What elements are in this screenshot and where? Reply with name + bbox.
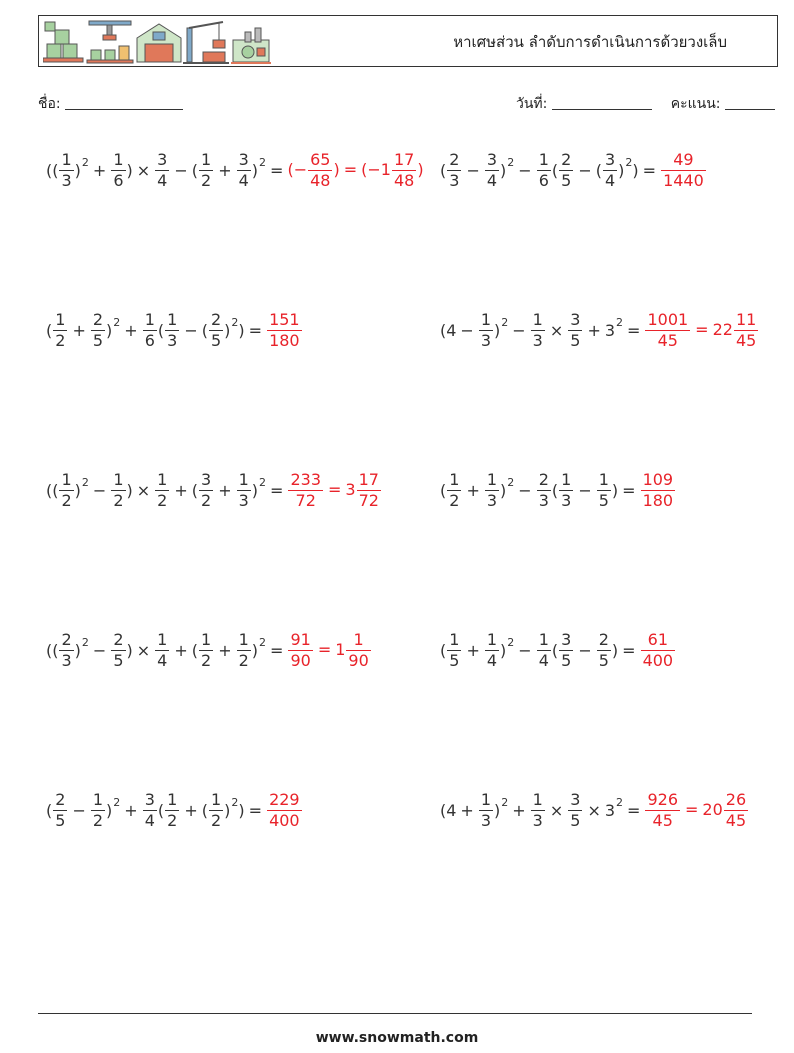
answer-8: $\frac{61}{400}$ (642, 629, 674, 670)
problem-3: ( $\frac{1}{2}$ + $\frac{2}{5}$ ) 2 + $\frac{1}{6}$ ( $\frac{1}{3}$ − ( $\frac{2}{5}$ ) 2 ) = $\frac{151}{180}$ (46, 302, 303, 358)
problem-1: (( $\frac{1}{3}$ ) 2 + $\frac{1}{6}$ ) × $\frac{3}{4}$ − ( $\frac{1}{2}$ + $\frac{3}{4}$ ) 2 = (− $\frac{65}{48}$ ) = (−1 $\frac{17}{48}$ ) (46, 149, 424, 190)
pickup-machine-icon (87, 21, 133, 63)
problem-7: (( $\frac{2}{3}$ ) 2 − $\frac{2}{5}$ ) × $\frac{1}{4}$ + ( $\frac{1}{2}$ + $\frac{1}{2}$ ) 2 = $\frac{91}{90}$ = 1 $\frac{1}{90}$ (46, 622, 372, 678)
date-label: วันที่: (516, 96, 548, 112)
answer-9: $\frac{229}{400}$ (269, 789, 300, 830)
problem-6: ( $\frac{1}{2}$ + $\frac{1}{3}$ ) 2 − $\frac{2}{3}$ ( $\frac{1}{3}$ − $\frac{1}{5}$ ) = $\frac{109}{180}$ (440, 462, 676, 518)
answer-4: $\frac{1001}{45}$ = 22 $\frac{11}{45}$ (647, 309, 757, 350)
header-box (38, 15, 778, 67)
problem-5: (( $\frac{1}{2}$ ) 2 − $\frac{1}{2}$ ) × $\frac{1}{2}$ + ( $\frac{3}{2}$ + $\frac{1}{3}$ ) 2 = $\frac{233}{72}$ = 3 $\frac{17}{72}$ (46, 462, 382, 518)
header-icons (43, 18, 271, 64)
name-label: ชื่อ: (38, 96, 61, 112)
crane-icon (183, 22, 229, 64)
date-blank[interactable] (552, 109, 652, 110)
answer-10: $\frac{926}{45}$ = 20 $\frac{26}{45}$ (647, 789, 747, 830)
warehouse-boxes-icon (43, 22, 83, 62)
answer-1: (− $\frac{65}{48}$ ) = (−1 $\frac{17}{48}$ ) (287, 149, 424, 190)
answer-3: $\frac{151}{180}$ (269, 309, 300, 350)
problem-10: (4 + $\frac{1}{3}$ ) 2 + $\frac{1}{3}$ × $\frac{3}{5}$ × 3 2 = $\frac{926}{45}$ = 20 $\frac{26}{45}$ (440, 782, 749, 838)
answer-7: $\frac{91}{90}$ = 1 $\frac{1}{90}$ (290, 629, 369, 670)
score-label: คะแนน: (670, 96, 721, 112)
score-blank[interactable] (725, 109, 775, 110)
date-score-field (516, 93, 775, 115)
problem-2: ( $\frac{2}{3}$ − $\frac{3}{4}$ ) 2 − $\frac{1}{6}$ ( $\frac{2}{5}$ − ( $\frac{3}{4}$ ) 2 ) = $\frac{49}{1440}$ (440, 142, 707, 198)
name-blank[interactable] (65, 109, 183, 110)
answer-2: $\frac{49}{1440}$ (663, 149, 704, 190)
problem-9: ( $\frac{2}{5}$ − $\frac{1}{2}$ ) 2 + $\frac{3}{4}$ ( $\frac{1}{2}$ + ( $\frac{1}{2}$ ) 2 ) = $\frac{229}{400}$ (46, 782, 303, 838)
name-field (38, 93, 183, 115)
warehouse-icon (137, 24, 181, 62)
page-title: หาเศษส่วน ลำดับการดำเนินการด้วยวงเล็บ (453, 33, 727, 51)
factory-icon (231, 28, 271, 64)
answer-5: $\frac{233}{72}$ = 3 $\frac{17}{72}$ (290, 469, 379, 510)
footer-site[interactable]: www.snowmath.com (315, 1030, 479, 1046)
problem-8: ( $\frac{1}{5}$ + $\frac{1}{4}$ ) 2 − $\frac{1}{4}$ ( $\frac{3}{5}$ − $\frac{2}{5}$ ) = $\frac{61}{400}$ (440, 622, 676, 678)
footer-divider (38, 1013, 752, 1014)
answer-6: $\frac{109}{180}$ (642, 469, 674, 510)
problem-4: (4 − $\frac{1}{3}$ ) 2 − $\frac{1}{3}$ × $\frac{3}{5}$ + 3 2 = $\frac{1001}{45}$ = 22 $\frac{11}{45}$ (440, 302, 759, 358)
